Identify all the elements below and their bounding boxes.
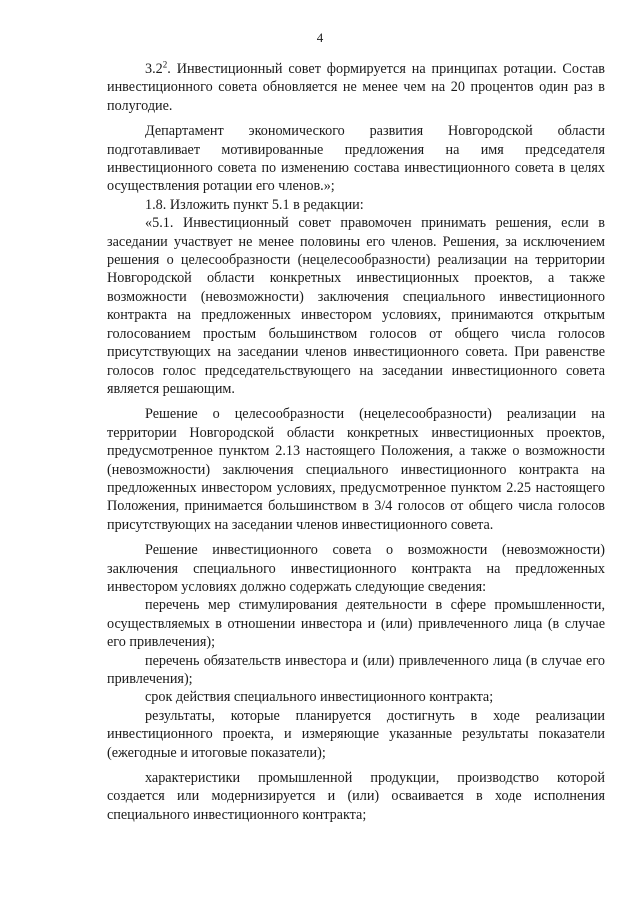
clause-number: 3.2 [145,61,163,77]
list-item-incentive-measures: перечень мер стимулирования деятельности в сфере промышленности, осуществляемых в отношении инвестора и (или) привлеченного лица (в случае его привлечения); [107,597,605,651]
list-item-results: результаты, которые планируется достигнуть в ходе реализации инвестиционного проекта, и измеряющие указанные результаты показатели (ежегодные и итоговые показатели); [107,707,605,761]
page-number: 4 [316,30,324,45]
list-item-contract-term: срок действия специального инвестиционного контракта; [145,689,494,706]
paragraph-amendment-1-8: 1.8. Изложить пункт 5.1 в редакции: [145,196,364,213]
paragraph-department: Департамент экономического развития Новгородской области подготавливает мотивированные предложения на имя председателя инвестиционного совета по изменению состава инвестиционного совета в целях осуществления ротации его членов.»; [107,123,605,195]
document-body [107,60,605,824]
list-item-product-characteristics: характеристики промышленной продукции, производство которой создается или модернизируется и (или) осваивается в ходе исполнения специального инвестиционного контракта; [107,770,605,823]
list-item-obligations: перечень обязательств инвестора и (или) привлеченного лица (в случае его привлечения); [107,652,605,687]
clause-superscript: 2 [162,59,168,70]
paragraph-rotation [107,60,605,115]
paragraph-clause-5-1: «5.1. Инвестиционный совет правомочен принимать решения, если в заседании участвует не менее половины его членов. Решения, за исключением решения о целесообразности (нецелесообразности) реализации на территории Новгородской области конкретных инвестиционных проектов, а также возможности (невозможности) заключения специального инвестиционного контракта на предложенных инвестором условиях, принимаются открытым голосованием простым большинством голосов от общего числа голосов присутствующих на заседании членов инвестиционного совета. При равенстве голосов голос председательствующего на заседании инвестиционного совета является решающим. [107,215,605,397]
paragraph-rotation-text: . Инвестиционный совет формируется на принципах ротации. Состав инвестиционного совета обновляется не менее чем на 20 процентов один раз в полугодие. [107,61,605,114]
paragraph-feasibility-decision: Решение о целесообразности (нецелесообразности) реализации на территории Новгородской области конкретных инвестиционных проектов, предусмотренное пунктом 2.13 настоящего Положения, а также о возможности (невозможности) заключения специального инвестиционного контракта на предложенных инвестором условиях, предусмотренное пунктом 2.25 настоящего Положения, принимается большинством в 3/4 голосов от общего числа голосов присутствующих на заседании членов инвестиционного совета. [107,406,605,533]
paragraph-contract-decision: Решение инвестиционного совета о возможности (невозможности) заключения специального инвестиционного контракта на предложенных инвестором условиях должно содержать следующие сведения: [107,542,605,595]
